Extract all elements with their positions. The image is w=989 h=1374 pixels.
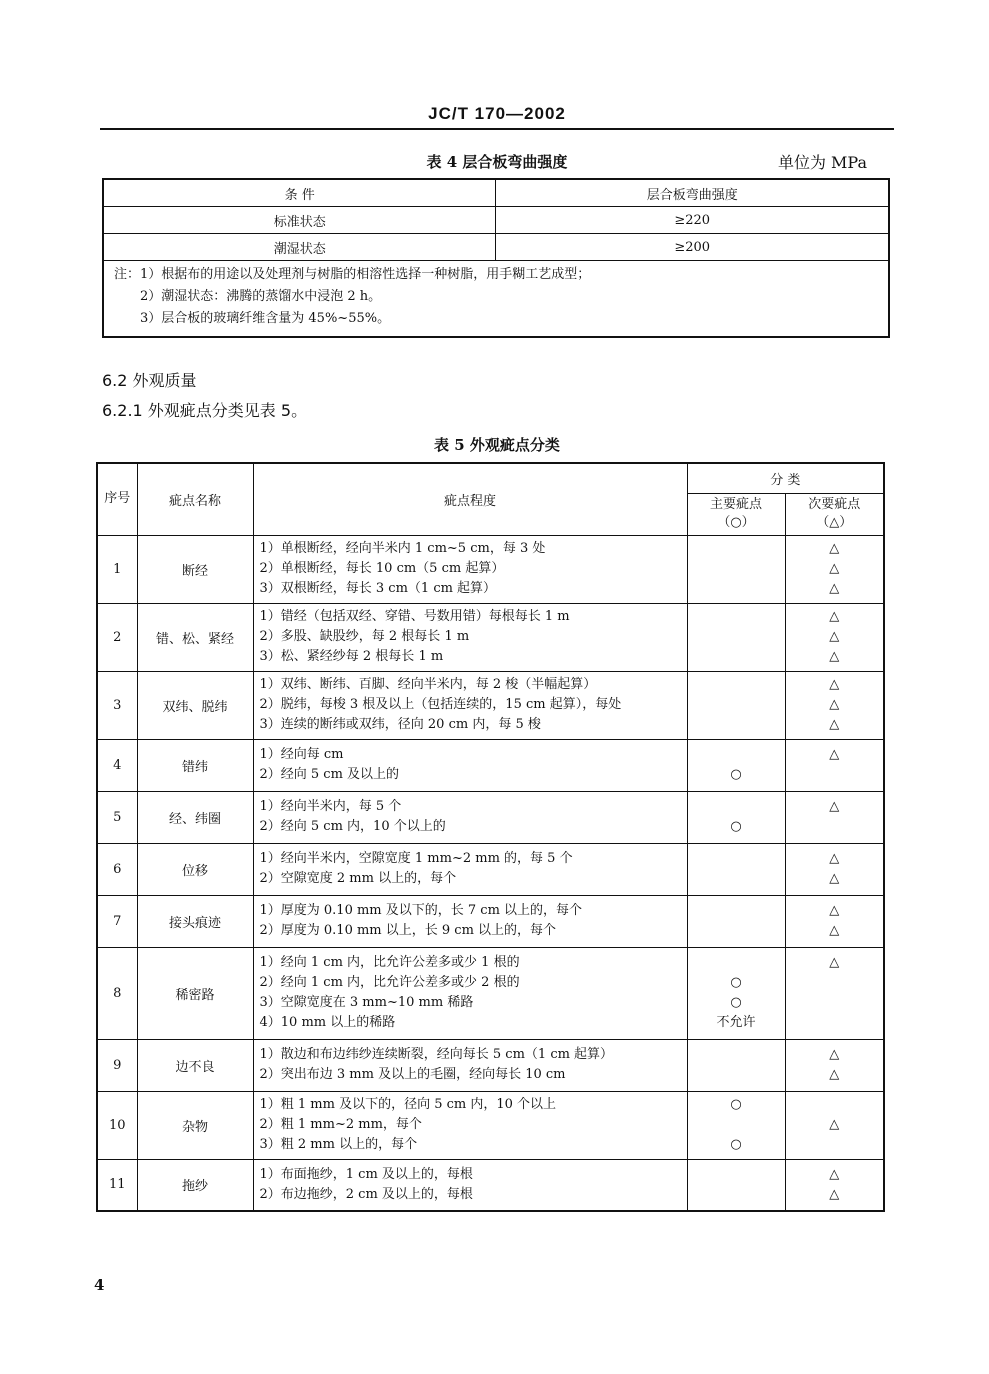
- table5-cell-degree: [253, 1159, 687, 1211]
- minor-mark: △: [829, 1186, 840, 1202]
- table5-header-no: 序号: [97, 463, 137, 535]
- degree-line: 1）经向 1 cm 内，比允许公差多或少 1 根的: [259, 955, 520, 970]
- minor-label: 次要疵点: [808, 497, 861, 512]
- major-mark: [688, 953, 785, 973]
- table4-note: 2）潮湿状态：沸腾的蒸馏水中浸泡 2 h。: [140, 289, 382, 304]
- table-row: [97, 1091, 884, 1159]
- section-6-2-1-text: 6.2.1 外观疵点分类见表 5。: [102, 401, 308, 420]
- table4-header-strength: 层合板弯曲强度: [496, 179, 889, 207]
- table5-cell-name: 经、纬圈: [137, 791, 253, 843]
- table5-cell-major: [687, 1039, 785, 1091]
- table5-cell-minor: [785, 535, 884, 603]
- table5-cell-minor: [785, 895, 884, 947]
- minor-mark: △: [829, 561, 840, 576]
- table5-cell-no: 5: [97, 791, 137, 843]
- table5-cell-name: 拖纱: [137, 1159, 253, 1211]
- table5-header-major: [687, 493, 785, 535]
- minor-mark: △: [829, 629, 840, 644]
- table5-cell-name: 稀密路: [137, 947, 253, 1039]
- minor-mark: [786, 993, 884, 1013]
- minor-mark: △: [829, 747, 840, 762]
- table-row: [97, 895, 884, 947]
- major-mark: [688, 1045, 785, 1065]
- table5-caption: 表 5 外观疵点分类: [434, 436, 560, 454]
- table4: [102, 178, 890, 338]
- document-code-header: JC/T 170—2002: [428, 104, 566, 123]
- table5-cell-degree: [253, 739, 687, 791]
- minor-mark: △: [829, 1067, 840, 1082]
- table-row: [103, 234, 889, 261]
- minor-mark: △: [829, 903, 840, 918]
- degree-line: 2）多股、缺股纱，每 2 根每长 1 m: [259, 629, 470, 644]
- table5-cell-major: [687, 535, 785, 603]
- minor-mark: [786, 1095, 884, 1115]
- major-mark: [688, 579, 785, 599]
- table-row: [97, 535, 884, 603]
- degree-line: 2）粗 1 mm~2 mm，每个: [259, 1117, 422, 1132]
- table4-cell-condition: 标准状态: [103, 207, 496, 234]
- degree-line: 2）脱纬，每梭 3 根及以上（包括连续的，15 cm 起算），每处: [259, 697, 622, 712]
- table5-cell-major: [687, 947, 785, 1039]
- minor-mark: △: [829, 871, 840, 886]
- minor-mark: △: [829, 851, 840, 866]
- table5-cell-name: 边不良: [137, 1039, 253, 1091]
- table5-cell-no: 1: [97, 535, 137, 603]
- minor-mark: △: [829, 799, 840, 814]
- table-row: [97, 1159, 884, 1211]
- table4-unit: 单位为 MPa: [777, 153, 867, 172]
- minor-mark: [786, 973, 884, 993]
- major-mark: [688, 627, 785, 647]
- major-label: 主要疵点: [709, 497, 762, 512]
- table5-cell-degree: [253, 947, 687, 1039]
- major-mark: [688, 1165, 785, 1185]
- table4-caption: 表 4 层合板弯曲强度: [426, 153, 568, 171]
- table5: [96, 462, 885, 1212]
- degree-line: 1）经向每 cm: [259, 747, 344, 762]
- degree-line: 1）经向半米内，每 5 个: [259, 799, 402, 814]
- table5-cell-no: 9: [97, 1039, 137, 1091]
- table-row: [97, 947, 884, 1039]
- table4-cell-value: ≥200: [496, 234, 889, 261]
- minor-mark: △: [829, 1047, 840, 1062]
- table5-cell-minor: [785, 947, 884, 1039]
- minor-mark: △: [829, 581, 840, 596]
- table5-header-name: 疵点名称: [137, 463, 253, 535]
- major-mark: [688, 921, 785, 941]
- table5-cell-name: 位移: [137, 843, 253, 895]
- degree-line: 1）单根断经，经向半米内 1 cm~5 cm，每 3 处: [259, 541, 546, 556]
- table5-cell-major: [687, 671, 785, 739]
- degree-line: 1）布面拖纱，1 cm 及以上的，每根: [259, 1166, 473, 1182]
- page-number: 4: [94, 1276, 105, 1294]
- degree-line: 3）连续的断纬或双纬，径向 20 cm 内，每 5 梭: [259, 717, 541, 732]
- minor-mark: △: [829, 649, 840, 664]
- major-mark: [688, 797, 785, 817]
- major-mark: ○: [730, 975, 742, 990]
- table4-cell-condition: 潮湿状态: [103, 234, 496, 261]
- minor-mark: [786, 1135, 884, 1155]
- table5-cell-degree: [253, 535, 687, 603]
- minor-mark: [786, 765, 884, 785]
- table5-cell-major: [687, 895, 785, 947]
- table5-header-class: 分 类: [687, 463, 884, 493]
- table-row: [103, 207, 889, 234]
- table5-cell-degree: [253, 791, 687, 843]
- table5-cell-degree: [253, 843, 687, 895]
- table4-note: 3）层合板的玻璃纤维含量为 45%~55%。: [140, 311, 391, 326]
- degree-line: 2）经向 1 cm 内，比允许公差多或少 2 根的: [259, 975, 520, 990]
- table5-cell-minor: [785, 603, 884, 671]
- table4-notes: [103, 261, 889, 338]
- major-mark: [688, 869, 785, 889]
- degree-line: 2）厚度为 0.10 mm 以上，长 9 cm 以上的，每个: [259, 923, 557, 938]
- degree-line: 1）双纬、断纬、百脚、经向半米内，每 2 梭（半幅起算）: [259, 677, 597, 692]
- degree-line: 2）经向 5 cm 内，10 个以上的: [259, 819, 446, 834]
- major-mark: [688, 849, 785, 869]
- major-mark: [688, 1185, 785, 1205]
- minor-mark: △: [829, 677, 840, 692]
- degree-line: 2）突出布边 3 mm 及以上的毛圈，经向每长 10 cm: [259, 1067, 566, 1082]
- table5-cell-name: 错、松、紧经: [137, 603, 253, 671]
- degree-line: 2）经向 5 cm 及以上的: [259, 767, 400, 782]
- degree-line: 1）散边和布边纬纱连续断裂，经向每长 5 cm（1 cm 起算）: [259, 1047, 614, 1062]
- header-rule: [100, 128, 894, 130]
- minor-mark: △: [829, 1117, 840, 1132]
- table4-cell-value: ≥220: [496, 207, 889, 234]
- minor-mark: [786, 817, 884, 837]
- table5-cell-minor: [785, 671, 884, 739]
- table5-cell-major: [687, 1091, 785, 1159]
- major-mark: ○: [730, 767, 742, 782]
- table5-cell-no: 3: [97, 671, 137, 739]
- table5-cell-name: 杂物: [137, 1091, 253, 1159]
- major-mark: [688, 647, 785, 667]
- table5-cell-name: 断经: [137, 535, 253, 603]
- minor-mark: △: [829, 717, 840, 732]
- table5-cell-name: 双纬、脱纬: [137, 671, 253, 739]
- minor-mark: △: [829, 697, 840, 712]
- table5-cell-major: [687, 1159, 785, 1211]
- table4-note: 注：1）根据布的用途以及处理剂与树脂的相溶性选择一种树脂，用手糊工艺成型；: [114, 267, 591, 282]
- major-mark: ○: [730, 995, 742, 1010]
- table5-cell-degree: [253, 1091, 687, 1159]
- degree-line: 3）空隙宽度在 3 mm~10 mm 稀路: [259, 995, 474, 1010]
- major-mark: [688, 1065, 785, 1085]
- table5-cell-major: [687, 739, 785, 791]
- degree-line: 4）10 mm 以上的稀路: [259, 1015, 396, 1030]
- table5-cell-no: 7: [97, 895, 137, 947]
- degree-line: 1）厚度为 0.10 mm 及以下的，长 7 cm 以上的，每个: [259, 903, 583, 918]
- minor-mark: [786, 1013, 884, 1033]
- major-mark: 不允许: [716, 1015, 756, 1030]
- table5-cell-major: [687, 843, 785, 895]
- major-mark: [688, 715, 785, 735]
- degree-line: 2）空隙宽度 2 mm 以上的，每个: [259, 871, 457, 886]
- degree-line: 1）错经（包括双经、穿错、号数用错）每根每长 1 m: [259, 609, 570, 624]
- table5-cell-degree: [253, 603, 687, 671]
- table5-cell-name: 错纬: [137, 739, 253, 791]
- major-mark: [688, 539, 785, 559]
- table-row: [97, 671, 884, 739]
- table5-cell-minor: [785, 843, 884, 895]
- major-mark: [688, 1115, 785, 1135]
- degree-line: 3）双根断经，每长 3 cm（1 cm 起算）: [259, 581, 497, 596]
- table5-cell-minor: [785, 1159, 884, 1211]
- table-row: [97, 1039, 884, 1091]
- table4-header-condition: 条 件: [103, 179, 496, 207]
- table4-caption-row: [100, 151, 894, 173]
- table5-cell-degree: [253, 895, 687, 947]
- minor-symbol: （△）: [816, 515, 853, 530]
- table5-cell-major: [687, 791, 785, 843]
- table5-cell-minor: [785, 791, 884, 843]
- table5-cell-degree: [253, 671, 687, 739]
- minor-mark: △: [829, 955, 840, 970]
- major-mark: ○: [730, 819, 742, 834]
- major-symbol: （○）: [717, 515, 755, 530]
- section-6-2-title: 6.2 外观质量: [102, 371, 197, 390]
- major-mark: [688, 901, 785, 921]
- table5-cell-no: 11: [97, 1159, 137, 1211]
- minor-mark: △: [829, 1166, 840, 1182]
- major-mark: ○: [730, 1137, 742, 1152]
- table-row: [97, 603, 884, 671]
- minor-mark: △: [829, 923, 840, 938]
- major-mark: [688, 695, 785, 715]
- table5-cell-minor: [785, 1091, 884, 1159]
- table5-cell-no: 2: [97, 603, 137, 671]
- table5-cell-minor: [785, 1039, 884, 1091]
- degree-line: 2）单根断经，每长 10 cm（5 cm 起算）: [259, 561, 505, 576]
- table-row: [97, 843, 884, 895]
- table5-header-minor: [785, 493, 884, 535]
- minor-mark: △: [829, 541, 840, 556]
- table5-cell-no: 10: [97, 1091, 137, 1159]
- table5-cell-no: 8: [97, 947, 137, 1039]
- degree-line: 2）布边拖纱，2 cm 及以上的，每根: [259, 1186, 473, 1202]
- major-mark: ○: [730, 1097, 742, 1112]
- table5-cell-no: 6: [97, 843, 137, 895]
- table5-cell-minor: [785, 739, 884, 791]
- minor-mark: △: [829, 609, 840, 624]
- table5-header-degree: 疵点程度: [253, 463, 687, 535]
- major-mark: [688, 559, 785, 579]
- table-row: [97, 739, 884, 791]
- table5-cell-no: 4: [97, 739, 137, 791]
- table-row: [97, 791, 884, 843]
- degree-line: 1）经向半米内，空隙宽度 1 mm~2 mm 的，每 5 个: [259, 851, 573, 866]
- major-mark: [688, 675, 785, 695]
- degree-line: 3）松、紧经纱每 2 根每长 1 m: [259, 649, 444, 664]
- degree-line: 1）粗 1 mm 及以下的，径向 5 cm 内，10 个以上: [259, 1097, 557, 1112]
- table5-cell-name: 接头痕迹: [137, 895, 253, 947]
- major-mark: [688, 607, 785, 627]
- degree-line: 3）粗 2 mm 以上的，每个: [259, 1137, 418, 1152]
- major-mark: [688, 745, 785, 765]
- table5-cell-degree: [253, 1039, 687, 1091]
- table5-cell-major: [687, 603, 785, 671]
